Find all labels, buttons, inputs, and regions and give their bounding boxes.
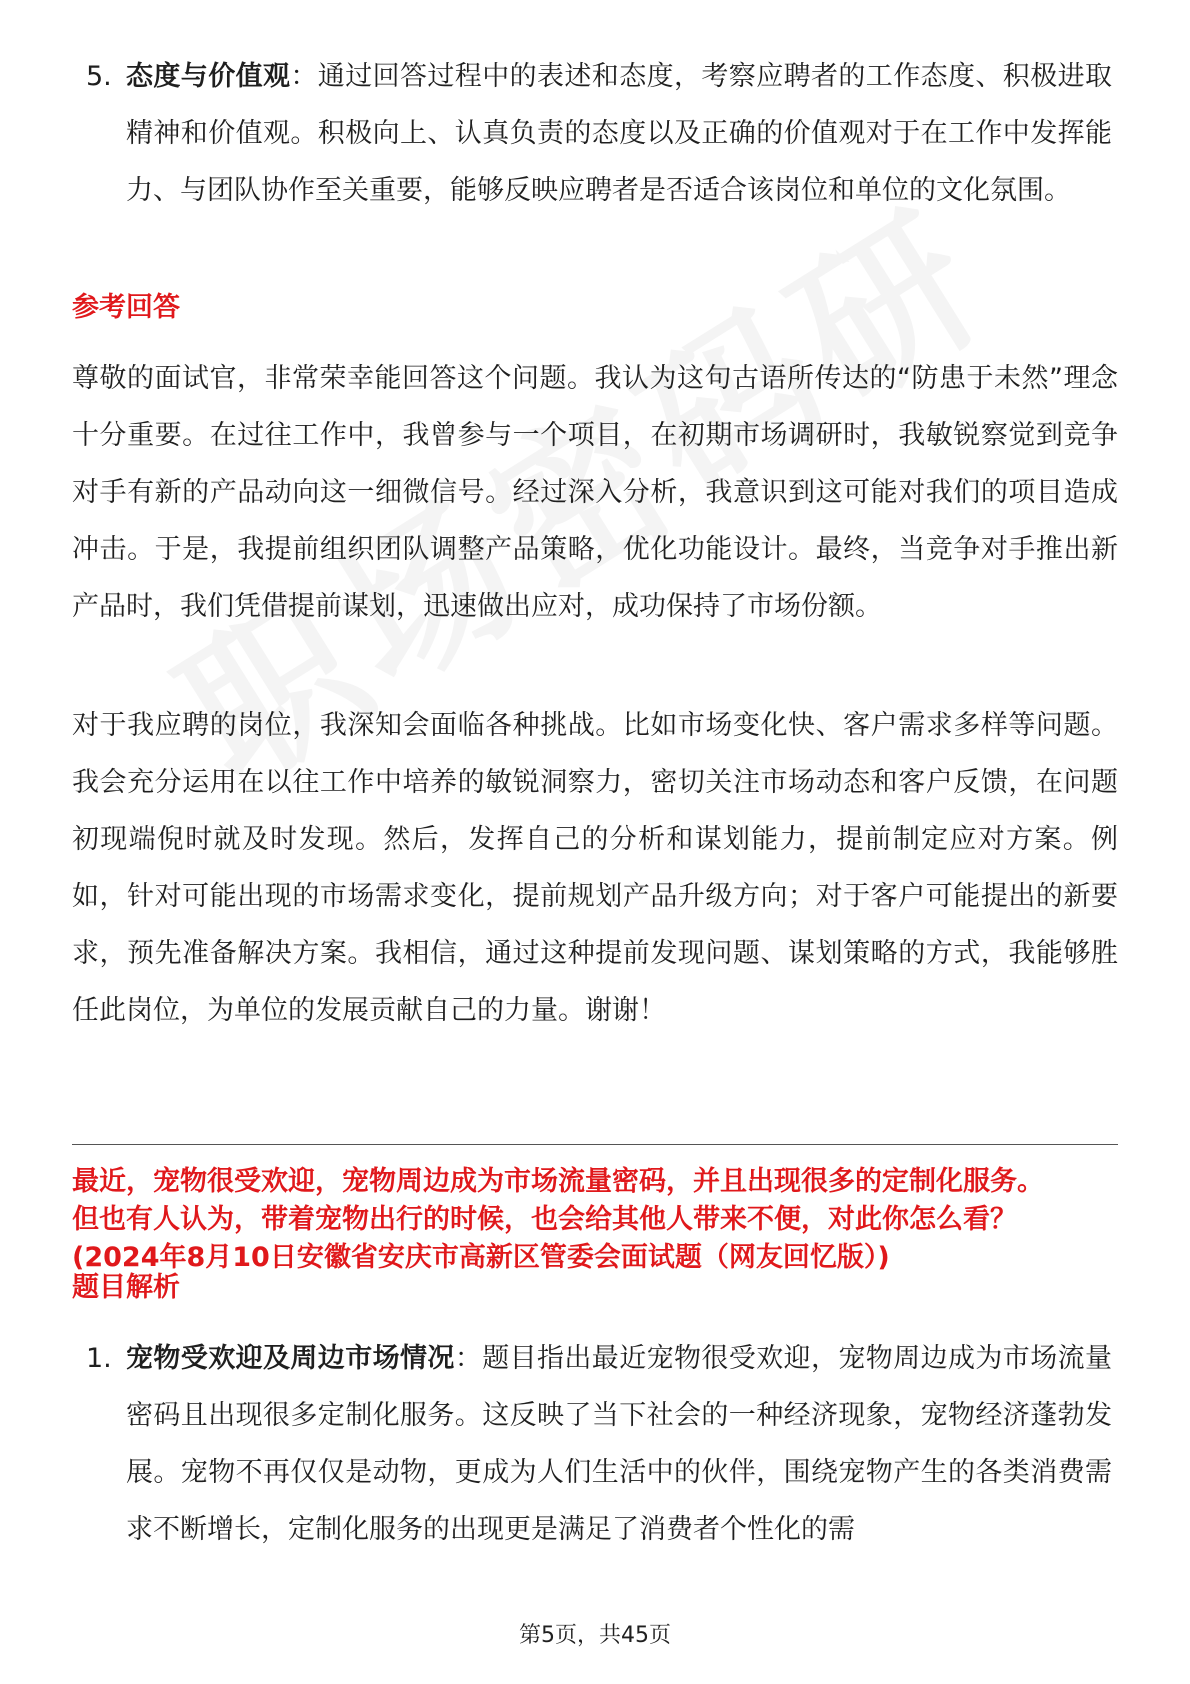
list-item-body xyxy=(126,48,1112,219)
list-item-pet-market xyxy=(72,1330,1112,1558)
list-item-term: 态度与价值观 xyxy=(126,61,291,92)
list-item-body xyxy=(126,1330,1112,1558)
list-number: 1. xyxy=(86,1343,112,1374)
question-analysis-heading: 题目解析 xyxy=(72,1272,180,1303)
page-number: 第5页，共45页 xyxy=(519,1623,671,1648)
reference-answer-heading: 参考回答 xyxy=(72,292,180,323)
reference-paragraph-2: 对于我应聘的岗位，我深知会面临各种挑战。比如市场变化快、客户需求多样等问题。我会充分运用在以往工作中培养的敏锐洞察力，密切关注市场动态和客户反馈，在问题初现端倪时就及时发现。然后，发挥自己的分析和谋划能力，提前制定应对方案。例如，针对可能出现的市场需求变化，提前规划产品升级方向；对于客户可能提出的新要求，预先准备解决方案。我相信，通过这种提前发现问题、谋划策略的方式，我能够胜任此岗位，为单位的发展贡献自己的力量。谢谢！ xyxy=(72,710,1118,1026)
question-line: 但也有人认为，带着宠物出行的时候，也会给其他人带来不便，对此你怎么看？ xyxy=(72,1204,1017,1235)
list-item-text: ：通过回答过程中的表述和态度，考察应聘者的工作态度、积极进取精神和价值观。积极向上、认真负责的态度以及正确的价值观对于在工作中发挥能力、与团队协作至关重要，能够反映应聘者是否适合该岗位和单位的文化氛围。 xyxy=(126,61,1113,206)
question-line: (2024年8月10日安徽省安庆市高新区管委会面试题（网友回忆版）) xyxy=(72,1242,890,1273)
interview-question xyxy=(72,1163,1142,1277)
list-item-attitude-values xyxy=(72,48,1112,219)
reference-paragraph-1: 尊敬的面试官，非常荣幸能回答这个问题。我认为这句古语所传达的“防患于未然”理念十分重要。在过往工作中，我曾参与一个项目，在初期市场调研时，我敏锐察觉到竞争对手有新的产品动向这一细微信号。经过深入分析，我意识到这可能对我们的项目造成冲击。于是，我提前组织团队调整产品策略，优化功能设计。最终，当竞争对手推出新产品时，我们凭借提前谋划，迅速做出应对，成功保持了市场份额。 xyxy=(72,363,1118,622)
list-item-term: 宠物受欢迎及周边市场情况 xyxy=(126,1343,455,1374)
list-item-text: ：题目指出最近宠物很受欢迎，宠物周边成为市场流量密码且出现很多定制化服务。这反映了当下社会的一种经济现象，宠物经济蓬勃发展。宠物不再仅仅是动物，更成为人们生活中的伙伴，围绕宠物产生的各类消费需求不断增长，定制化服务的出现更是满足了消费者个性化的需 xyxy=(126,1343,1113,1545)
list-number: 5. xyxy=(86,61,112,92)
section-divider xyxy=(72,1144,1118,1145)
question-line: 最近，宠物很受欢迎，宠物周边成为市场流量密码，并且出现很多的定制化服务。 xyxy=(72,1166,1044,1197)
